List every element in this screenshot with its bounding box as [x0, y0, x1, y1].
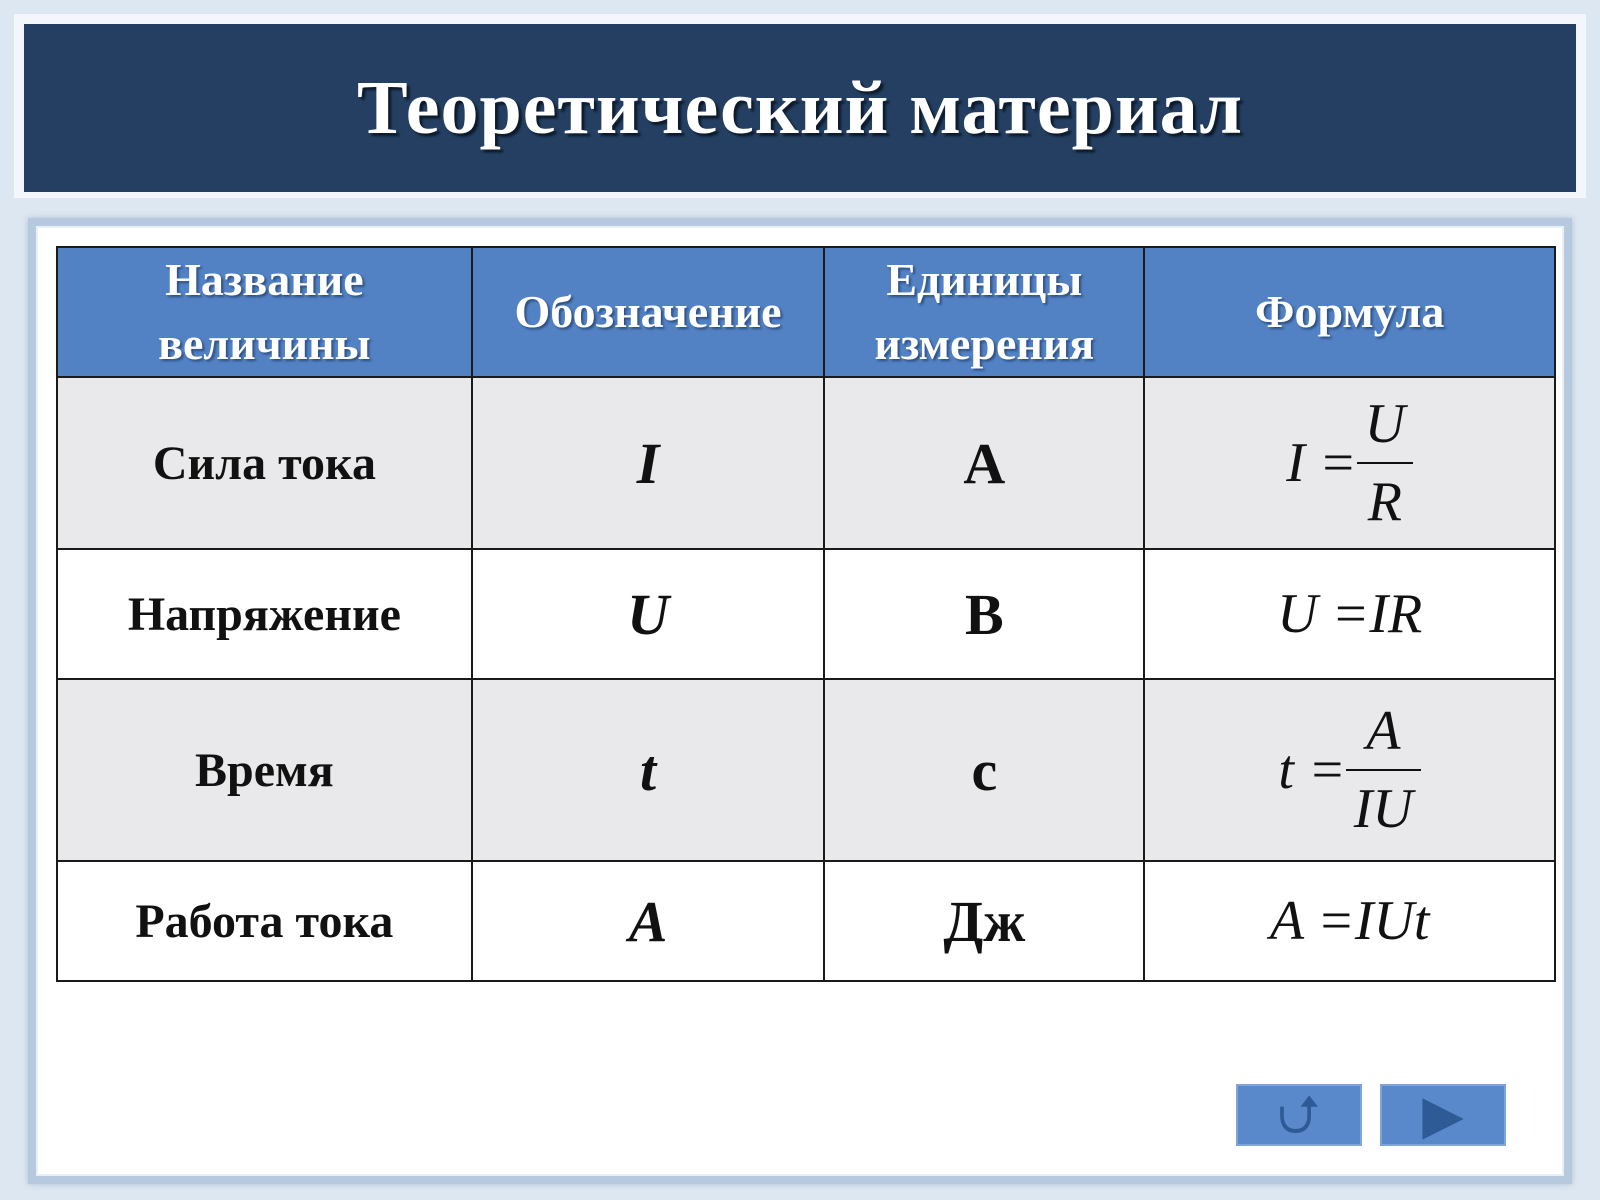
quantity-unit: А	[824, 377, 1144, 549]
quantity-name: Время	[57, 679, 472, 861]
formula-lhs: I =	[1286, 432, 1357, 494]
back-button[interactable]	[1236, 1084, 1362, 1146]
quantity-formula: A =IUt	[1144, 861, 1555, 981]
column-header-name: Название величины	[57, 247, 472, 377]
quantity-symbol: A	[472, 861, 825, 981]
formula-numerator: A	[1346, 693, 1421, 771]
header-row	[57, 247, 1555, 377]
next-button[interactable]	[1380, 1084, 1506, 1146]
quantity-symbol: U	[472, 549, 825, 679]
quantity-name: Напряжение	[57, 549, 472, 679]
quantity-formula	[1144, 679, 1555, 861]
page-title: Теоретический материал	[357, 65, 1243, 150]
quantity-unit: В	[824, 549, 1144, 679]
column-header-formula: Формула	[1144, 247, 1555, 377]
column-header-symbol: Обозначение	[472, 247, 825, 377]
table-row	[57, 549, 1555, 679]
formula-numerator: U	[1357, 386, 1413, 464]
return-arrow-icon: ⮍	[1277, 1083, 1321, 1146]
formula-lhs: t =	[1278, 739, 1346, 801]
formula-denominator: IU	[1353, 778, 1413, 840]
formula-fraction	[1346, 693, 1421, 847]
play-triangle-icon: ▶	[1422, 1083, 1464, 1146]
table-row	[57, 377, 1555, 549]
table-row	[57, 679, 1555, 861]
quantity-formula: U =IR	[1144, 549, 1555, 679]
quantity-symbol: t	[472, 679, 825, 861]
title-bar	[24, 24, 1576, 192]
column-header-unit: Единицы измерения	[824, 247, 1144, 377]
quantity-unit: Дж	[824, 861, 1144, 981]
quantities-table	[56, 246, 1556, 982]
formula-fraction	[1357, 386, 1413, 540]
quantity-symbol: I	[472, 377, 825, 549]
quantity-formula	[1144, 377, 1555, 549]
quantity-unit: с	[824, 679, 1144, 861]
formula-denominator: R	[1367, 471, 1402, 533]
table-row	[57, 861, 1555, 981]
quantity-name: Работа тока	[57, 861, 472, 981]
quantity-name: Сила тока	[57, 377, 472, 549]
